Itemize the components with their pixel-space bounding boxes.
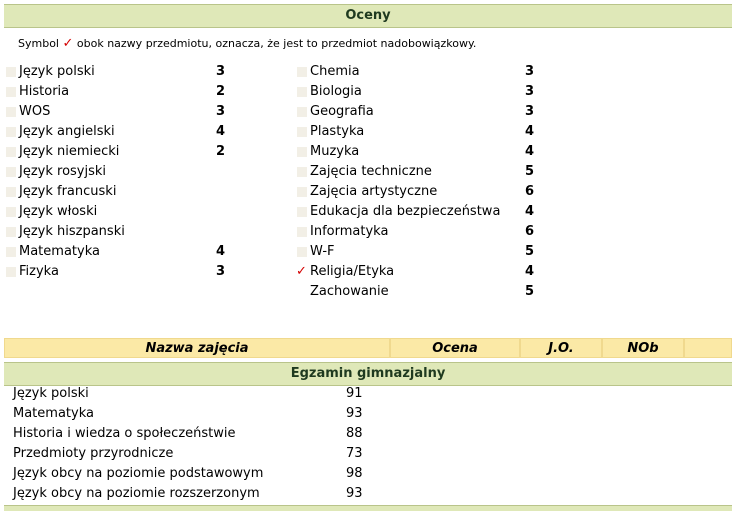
subject-name: Język włoski xyxy=(19,204,98,219)
exam-score: 91 xyxy=(346,386,363,401)
subject-name: Muzyka xyxy=(310,144,360,159)
grade-row xyxy=(0,83,754,101)
exam-subject: Historia i wiedza o społeczeństwie xyxy=(13,426,236,441)
exam-row xyxy=(13,385,413,403)
exam-score: 93 xyxy=(346,486,363,501)
subject-grade: 3 xyxy=(525,64,535,79)
row-marker xyxy=(297,127,307,137)
subject-name: Biologia xyxy=(310,84,362,99)
header-jo: J.O. xyxy=(520,338,602,358)
subject-grade: 4 xyxy=(525,264,535,279)
subject-name: Język niemiecki xyxy=(19,144,120,159)
grade-row xyxy=(0,263,754,281)
grade-row xyxy=(0,283,754,301)
header-empty xyxy=(684,338,732,358)
subject-name: Historia xyxy=(19,84,70,99)
subject-name: Język francuski xyxy=(19,184,117,199)
exam-subject: Matematyka xyxy=(13,406,94,421)
subject-grade: 3 xyxy=(216,104,226,119)
exam-score: 88 xyxy=(346,426,363,441)
row-marker xyxy=(297,247,307,257)
subject-name: Język angielski xyxy=(19,124,115,139)
exam-row xyxy=(13,465,413,483)
exam-subject: Język polski xyxy=(13,386,89,401)
checkmark-icon: ✓ xyxy=(62,36,74,51)
subject-grade: 2 xyxy=(216,84,226,99)
exam-row xyxy=(13,425,413,443)
subject-grade: 6 xyxy=(525,184,535,199)
header-nob: NOb xyxy=(602,338,684,358)
optional-checkmark-icon: ✓ xyxy=(296,264,307,279)
note-text-before: Symbol xyxy=(18,37,59,50)
exam-section-title: Egzamin gimnazjalny xyxy=(4,362,732,386)
subject-grade: 3 xyxy=(525,84,535,99)
optional-subject-note xyxy=(18,37,476,51)
row-marker xyxy=(297,207,307,217)
subject-name: Geografia xyxy=(310,104,374,119)
grades-table-header xyxy=(4,338,732,358)
subject-name: Zajęcia artystyczne xyxy=(310,184,438,199)
exam-row xyxy=(13,485,413,503)
subject-grade: 3 xyxy=(216,64,226,79)
grade-row xyxy=(0,143,754,161)
subject-grade: 2 xyxy=(216,144,226,159)
subject-name: Plastyka xyxy=(310,124,365,139)
row-marker xyxy=(297,167,307,177)
row-marker xyxy=(297,147,307,157)
grade-row xyxy=(0,223,754,241)
subject-name: Język hiszpanski xyxy=(19,224,125,239)
grade-row xyxy=(0,243,754,261)
subject-name: Religia/Etyka xyxy=(310,264,395,279)
subject-grade: 3 xyxy=(216,264,226,279)
subject-grade: 4 xyxy=(525,124,535,139)
subject-name: WOS xyxy=(19,104,51,119)
subject-name: Fizyka xyxy=(19,264,59,279)
subject-grade: 4 xyxy=(525,144,535,159)
grade-row xyxy=(0,63,754,81)
header-grade: Ocena xyxy=(390,338,520,358)
subject-name: W-F xyxy=(310,244,335,259)
exam-subject: Język obcy na poziomie rozszerzonym xyxy=(13,486,260,501)
subject-name: Język polski xyxy=(19,64,95,79)
bottom-divider xyxy=(4,505,732,511)
subject-grade: 6 xyxy=(525,224,535,239)
exam-subject: Język obcy na poziomie podstawowym xyxy=(13,466,264,481)
row-marker xyxy=(297,107,307,117)
exam-score: 98 xyxy=(346,466,363,481)
row-marker xyxy=(297,67,307,77)
grade-row xyxy=(0,103,754,121)
note-text-after: obok nazwy przedmiotu, oznacza, że jest to przedmiot nadobowiązkowy. xyxy=(76,37,477,50)
grade-row xyxy=(0,123,754,141)
subject-grade: 3 xyxy=(525,104,535,119)
grade-row xyxy=(0,163,754,181)
subject-name: Zachowanie xyxy=(310,284,389,299)
subject-grade: 5 xyxy=(525,284,535,299)
exam-score: 73 xyxy=(346,446,363,461)
subject-grade: 5 xyxy=(525,164,535,179)
subject-name: Informatyka xyxy=(310,224,389,239)
exam-subject: Przedmioty przyrodnicze xyxy=(13,446,174,461)
subject-name: Zajęcia techniczne xyxy=(310,164,432,179)
row-marker xyxy=(297,227,307,237)
grade-row xyxy=(0,183,754,201)
grades-section-title: Oceny xyxy=(4,4,732,28)
subject-name: Edukacja dla bezpieczeństwa xyxy=(310,204,501,219)
row-marker xyxy=(297,87,307,97)
subject-grade: 4 xyxy=(216,244,226,259)
header-subject-name: Nazwa zajęcia xyxy=(4,338,390,358)
exam-score: 93 xyxy=(346,406,363,421)
subject-name: Chemia xyxy=(310,64,360,79)
exam-row xyxy=(13,445,413,463)
subject-grade: 5 xyxy=(525,244,535,259)
subject-name: Matematyka xyxy=(19,244,100,259)
row-marker xyxy=(297,187,307,197)
subject-name: Język rosyjski xyxy=(19,164,107,179)
subject-grade: 4 xyxy=(216,124,226,139)
subject-grade: 4 xyxy=(525,204,535,219)
exam-row xyxy=(13,405,413,423)
grade-row xyxy=(0,203,754,221)
